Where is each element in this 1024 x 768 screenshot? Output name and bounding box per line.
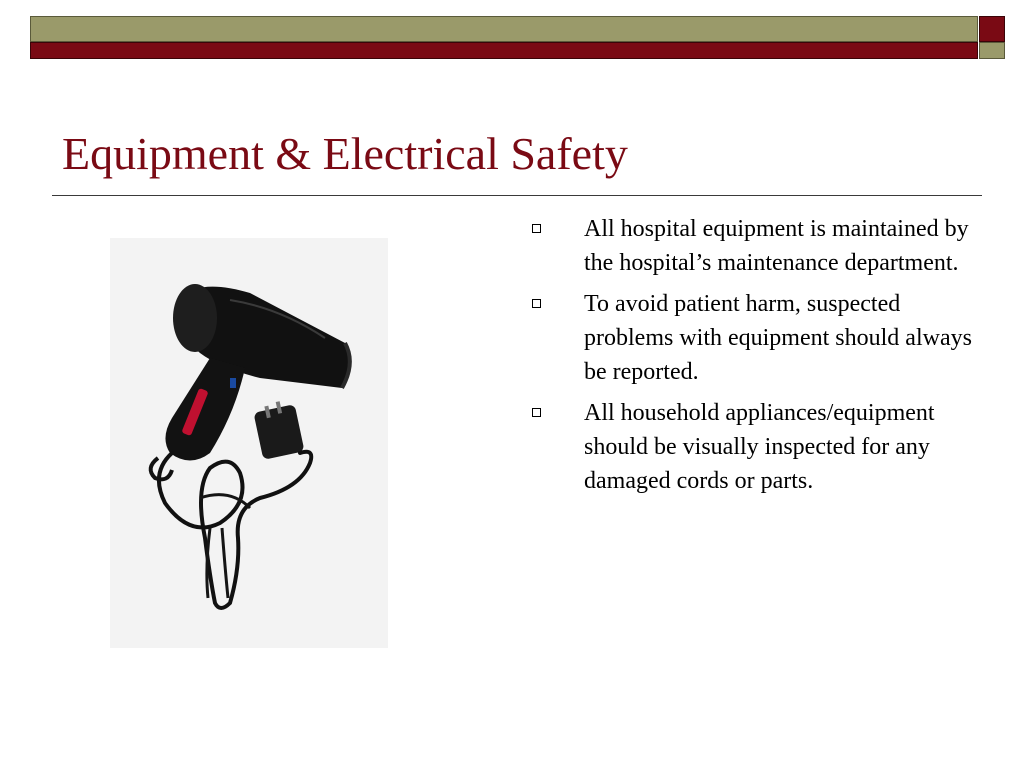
slide-title: Equipment & Electrical Safety <box>62 128 628 179</box>
header-band-maroon <box>30 42 978 59</box>
bullet-text: To avoid patient harm, suspected problems with equipment should always be reported. <box>584 291 972 385</box>
bullet-text: All hospital equipment is maintained by the hospital’s maintenance department. <box>584 216 969 276</box>
bullet-text: All household appliances/equipment should be visually inspected for any damaged cords or parts. <box>584 400 935 494</box>
square-bullet-icon <box>532 299 541 308</box>
header-square-maroon <box>979 16 1005 42</box>
square-bullet-icon <box>532 408 541 417</box>
header-band-olive <box>30 16 978 42</box>
hair-dryer-photo <box>110 238 388 648</box>
title-divider <box>52 195 982 196</box>
bullet-item <box>532 287 972 389</box>
bullet-item <box>532 396 972 498</box>
bullet-list <box>532 212 972 505</box>
header-square-olive <box>979 42 1005 59</box>
square-bullet-icon <box>532 224 541 233</box>
bullet-item <box>532 212 972 280</box>
